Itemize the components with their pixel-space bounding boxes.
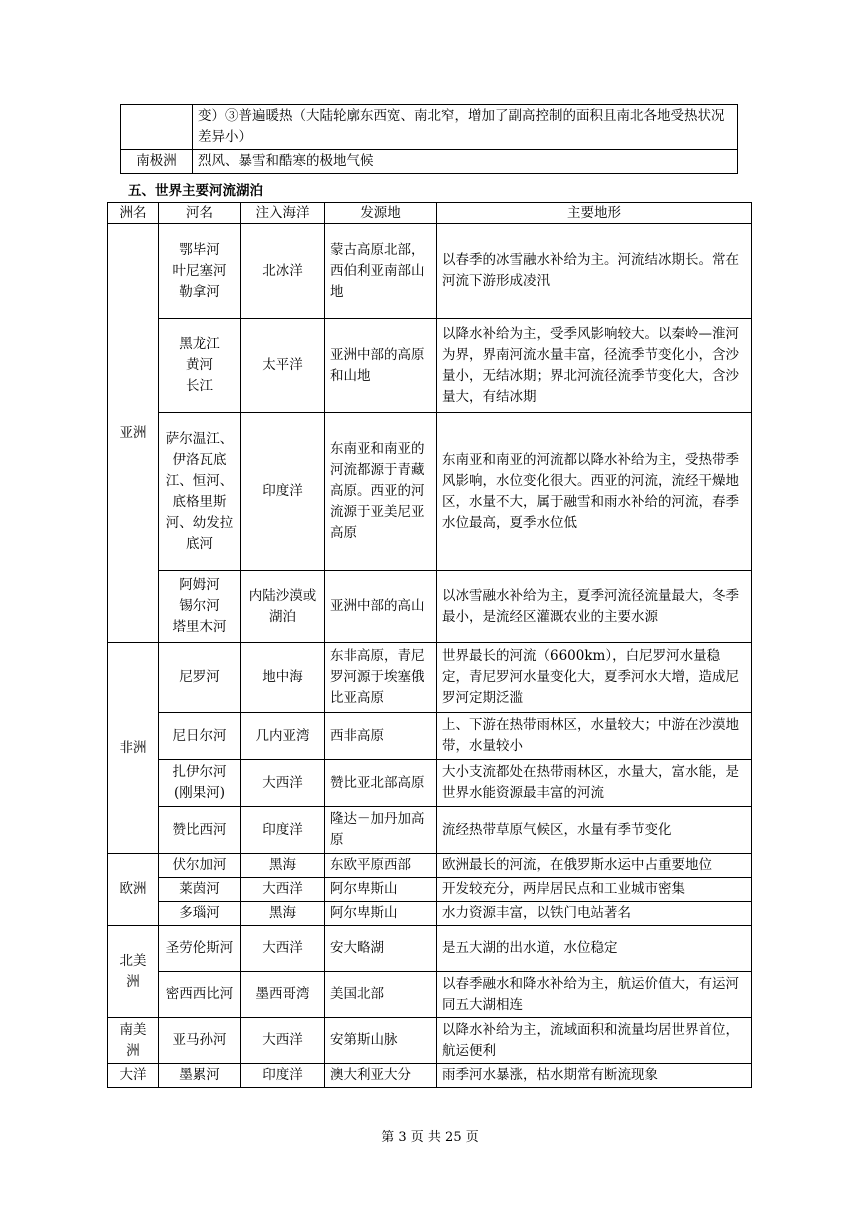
table-row [108, 902, 752, 926]
source-cell: 亚洲中部的高原和山地 [325, 319, 437, 413]
header-feature: 主要地形 [437, 203, 752, 224]
table-row [108, 854, 752, 878]
feature-cell: 是五大湖的出水道，水位稳定 [437, 926, 752, 972]
feature-cell: 雨季河水暴涨，枯水期常有断流现象 [437, 1064, 752, 1088]
table-row [108, 643, 752, 713]
climate-table-fragment [120, 104, 738, 174]
continent-cell: 南美洲 [108, 1018, 159, 1064]
table-row [108, 1064, 752, 1088]
feature-cell: 大小支流都处在热带雨林区，水量大，富水能，是世界水能资源最丰富的河流 [437, 760, 752, 807]
feature-cell: 以冰雪融水补给为主，夏季河流径流量最大，冬季最小，是流经区灌溉农业的主要水源 [437, 571, 752, 643]
river-name: 阿姆河 锡尔河 塔里木河 [159, 571, 241, 643]
climate-cell: 变）③普遍暖热（大陆轮廓东西宽、南北窄，增加了副高控制的面积且南北各地受热状况差异小） [193, 105, 738, 150]
river-name: 尼日尔河 [159, 713, 241, 760]
ocean-cell: 大西洋 [241, 1018, 325, 1064]
river-name: 扎伊尔河(刚果河) [159, 760, 241, 807]
table-row [108, 807, 752, 854]
feature-cell: 以春季的冰雪融水补给为主。河流结冰期长。常在河流下游形成凌汛 [437, 224, 752, 319]
table-row [108, 878, 752, 902]
feature-cell: 以降水补给为主，受季风影响较大。以秦岭—淮河为界，界南河流水量丰富，径流季节变化小，含沙量小，无结冰期；界北河流径流季节变化大，含沙量大，有结冰期 [437, 319, 752, 413]
river-table [107, 202, 752, 1088]
table-row [108, 926, 752, 972]
table-row [108, 224, 752, 319]
ocean-cell: 印度洋 [241, 807, 325, 854]
ocean-cell: 几内亚湾 [241, 713, 325, 760]
header-continent: 洲名 [108, 203, 159, 224]
table-row [108, 972, 752, 1018]
feature-cell: 水力资源丰富，以铁门电站著名 [437, 902, 752, 926]
source-cell: 美国北部 [325, 972, 437, 1018]
river-name: 密西西比河 [159, 972, 241, 1018]
river-name: 莱茵河 [159, 878, 241, 902]
ocean-cell: 地中海 [241, 643, 325, 713]
climate-cell: 烈风、暴雪和酷寒的极地气候 [193, 150, 738, 174]
table-row [108, 319, 752, 413]
source-cell: 澳大利亚大分 [325, 1064, 437, 1088]
continent-cell [121, 105, 193, 150]
table-row [108, 760, 752, 807]
ocean-cell: 黑海 [241, 902, 325, 926]
source-cell: 东非高原，青尼罗河源于埃塞俄比亚高原 [325, 643, 437, 713]
river-name: 墨累河 [159, 1064, 241, 1088]
river-name: 赞比西河 [159, 807, 241, 854]
source-cell: 蒙古高原北部，西伯利亚南部山地 [325, 224, 437, 319]
ocean-cell: 墨西哥湾 [241, 972, 325, 1018]
table-row [108, 713, 752, 760]
ocean-cell: 大西洋 [241, 760, 325, 807]
feature-cell: 世界最长的河流（6600km），白尼罗河水量稳定，青尼罗河水量变化大，夏季河水大增，造成尼罗河定期泛滥 [437, 643, 752, 713]
feature-cell: 以春季融水和降水补给为主，航运价值大，有运河同五大湖相连 [437, 972, 752, 1018]
river-name: 圣劳伦斯河 [159, 926, 241, 972]
river-name: 萨尔温江、伊洛瓦底江、恒河、底格里斯河、幼发拉底河 [159, 413, 241, 571]
river-name: 尼罗河 [159, 643, 241, 713]
source-cell: 阿尔卑斯山 [325, 878, 437, 902]
river-name: 亚马孙河 [159, 1018, 241, 1064]
feature-cell: 东南亚和南亚的河流都以降水补给为主，受热带季风影响，水位变化很大。西亚的河流，流经干燥地区，水量不大，属于融雪和雨水补给的河流，春季水位最高，夏季水位低 [437, 413, 752, 571]
ocean-cell: 太平洋 [241, 319, 325, 413]
ocean-cell: 内陆沙漠或湖泊 [241, 571, 325, 643]
ocean-cell: 北冰洋 [241, 224, 325, 319]
feature-cell: 上、下游在热带雨林区，水量较大；中游在沙漠地带，水量较小 [437, 713, 752, 760]
ocean-cell: 大西洋 [241, 878, 325, 902]
continent-cell: 亚洲 [108, 224, 159, 643]
table-row [108, 571, 752, 643]
header-source: 发源地 [325, 203, 437, 224]
feature-cell: 以降水补给为主，流域面积和流量均居世界首位，航运便利 [437, 1018, 752, 1064]
continent-cell: 欧洲 [108, 854, 159, 926]
page-footer: 第 3 页 共 25 页 [381, 1130, 479, 1145]
table-row [108, 413, 752, 571]
continent-cell: 北美洲 [108, 926, 159, 1018]
feature-cell: 流经热带草原气候区，水量有季节变化 [437, 807, 752, 854]
river-name: 伏尔加河 [159, 854, 241, 878]
source-cell: 亚洲中部的高山 [325, 571, 437, 643]
source-cell: 赞比亚北部高原 [325, 760, 437, 807]
table-row [121, 150, 738, 174]
table-row [108, 1018, 752, 1064]
river-name: 多瑙河 [159, 902, 241, 926]
source-cell: 阿尔卑斯山 [325, 902, 437, 926]
ocean-cell: 印度洋 [241, 1064, 325, 1088]
source-cell: 东欧平原西部 [325, 854, 437, 878]
header-row [108, 203, 752, 224]
table-row [121, 105, 738, 150]
section-title: 五、世界主要河流湖泊 [128, 183, 263, 199]
continent-cell: 南极洲 [121, 150, 193, 174]
ocean-cell: 大西洋 [241, 926, 325, 972]
continent-cell: 大洋 [108, 1064, 159, 1088]
header-river: 河名 [159, 203, 241, 224]
source-cell: 安第斯山脉 [325, 1018, 437, 1064]
ocean-cell: 黑海 [241, 854, 325, 878]
source-cell: 西非高原 [325, 713, 437, 760]
source-cell: 东南亚和南亚的河流都源于青藏高原。西亚的河流源于亚美尼亚高原 [325, 413, 437, 571]
feature-cell: 开发较充分，两岸居民点和工业城市密集 [437, 878, 752, 902]
header-ocean: 注入海洋 [241, 203, 325, 224]
continent-cell: 非洲 [108, 643, 159, 854]
river-name: 鄂毕河 叶尼塞河 勒拿河 [159, 224, 241, 319]
ocean-cell: 印度洋 [241, 413, 325, 571]
source-cell: 隆达－加丹加高原 [325, 807, 437, 854]
source-cell: 安大略湖 [325, 926, 437, 972]
feature-cell: 欧洲最长的河流，在俄罗斯水运中占重要地位 [437, 854, 752, 878]
river-name: 黑龙江 黄河 长江 [159, 319, 241, 413]
